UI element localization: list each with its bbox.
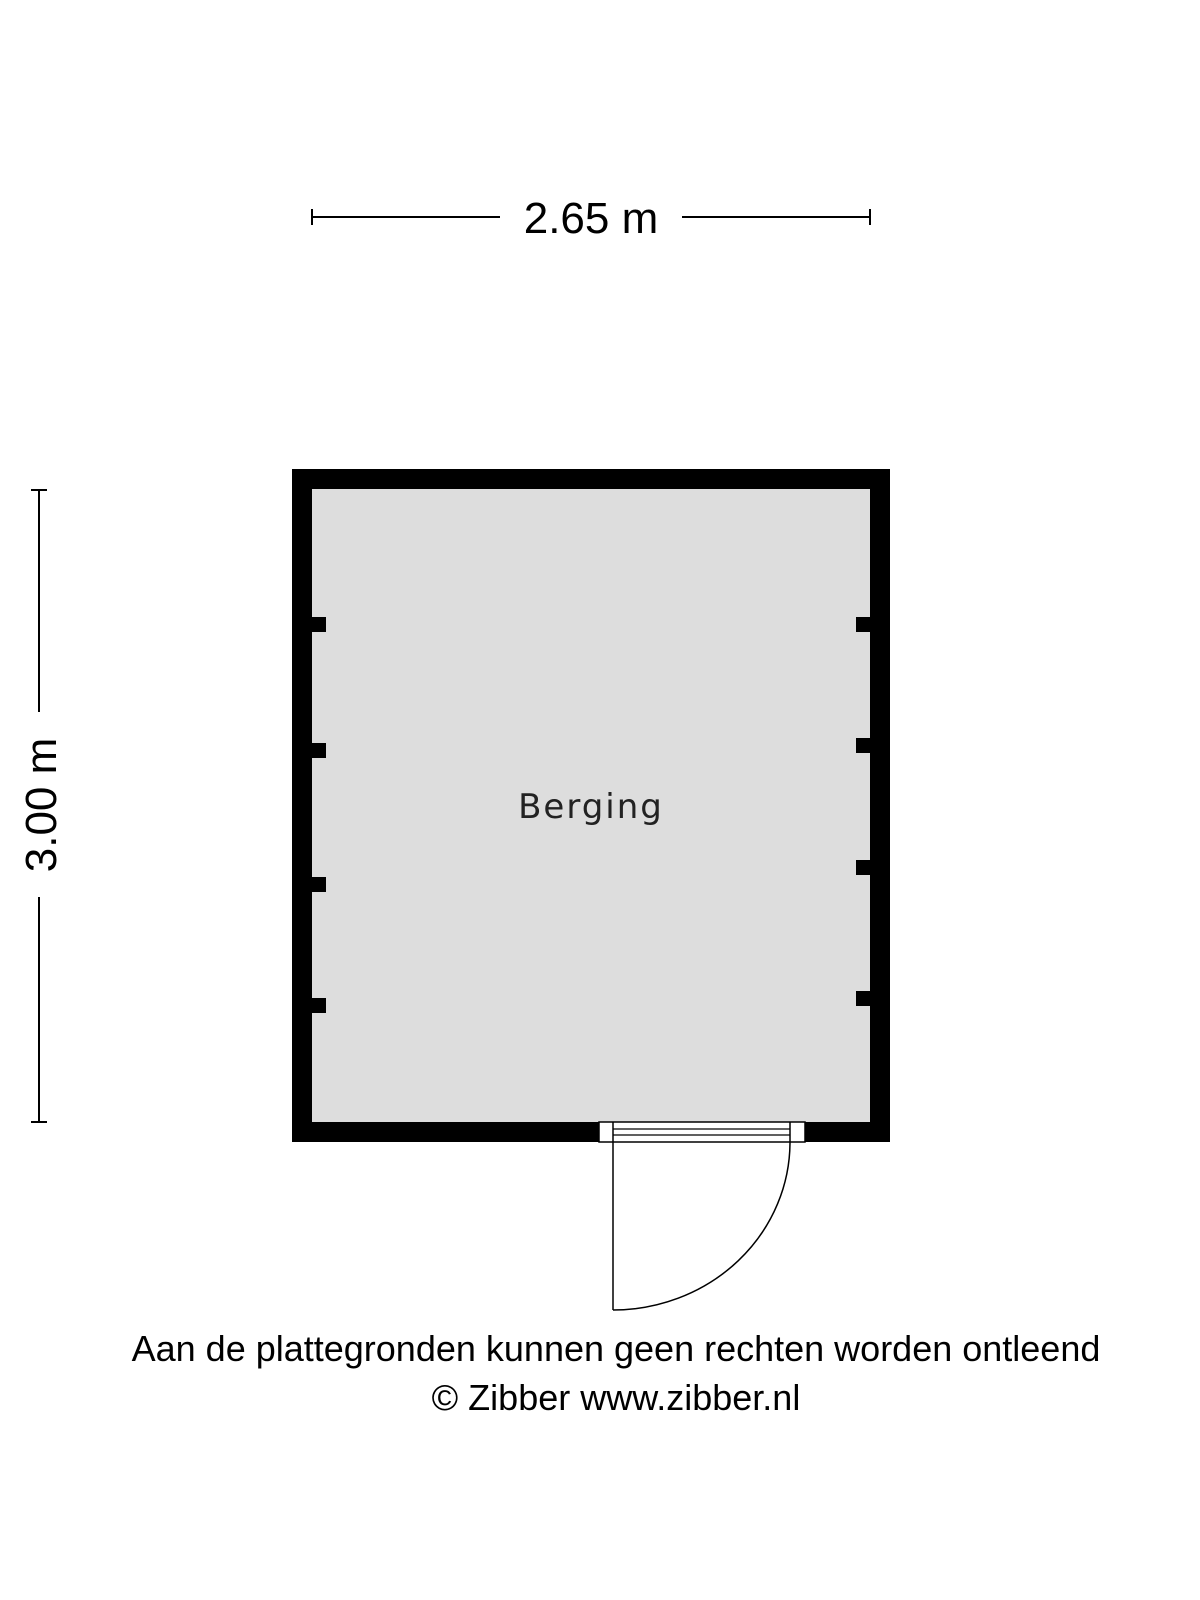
door-swing-arc xyxy=(613,1142,790,1310)
wall-bottom-right xyxy=(805,1122,890,1142)
wall-right xyxy=(870,469,890,1142)
wall-left xyxy=(292,469,312,1142)
post-left-1 xyxy=(312,617,326,632)
copyright-text: © Zibber www.zibber.nl xyxy=(431,1377,801,1418)
post-right-2 xyxy=(856,738,870,753)
door xyxy=(599,1122,805,1310)
wall-bottom-left xyxy=(292,1122,599,1142)
width-dimension-label: 2.65 m xyxy=(523,194,659,243)
post-right-1 xyxy=(856,617,870,632)
disclaimer-text: Aan de plattegronden kunnen geen rechten worden ontleend xyxy=(131,1328,1101,1369)
door-frame xyxy=(599,1122,805,1142)
wall-top xyxy=(292,469,890,489)
room-label: Berging xyxy=(518,787,664,827)
post-left-4 xyxy=(312,998,326,1013)
post-right-3 xyxy=(856,860,870,875)
height-dimension xyxy=(17,490,66,1122)
post-left-2 xyxy=(312,743,326,758)
post-left-3 xyxy=(312,877,326,892)
post-right-4 xyxy=(856,991,870,1006)
width-dimension xyxy=(312,194,870,243)
height-dimension-label: 3.00 m xyxy=(17,737,66,873)
